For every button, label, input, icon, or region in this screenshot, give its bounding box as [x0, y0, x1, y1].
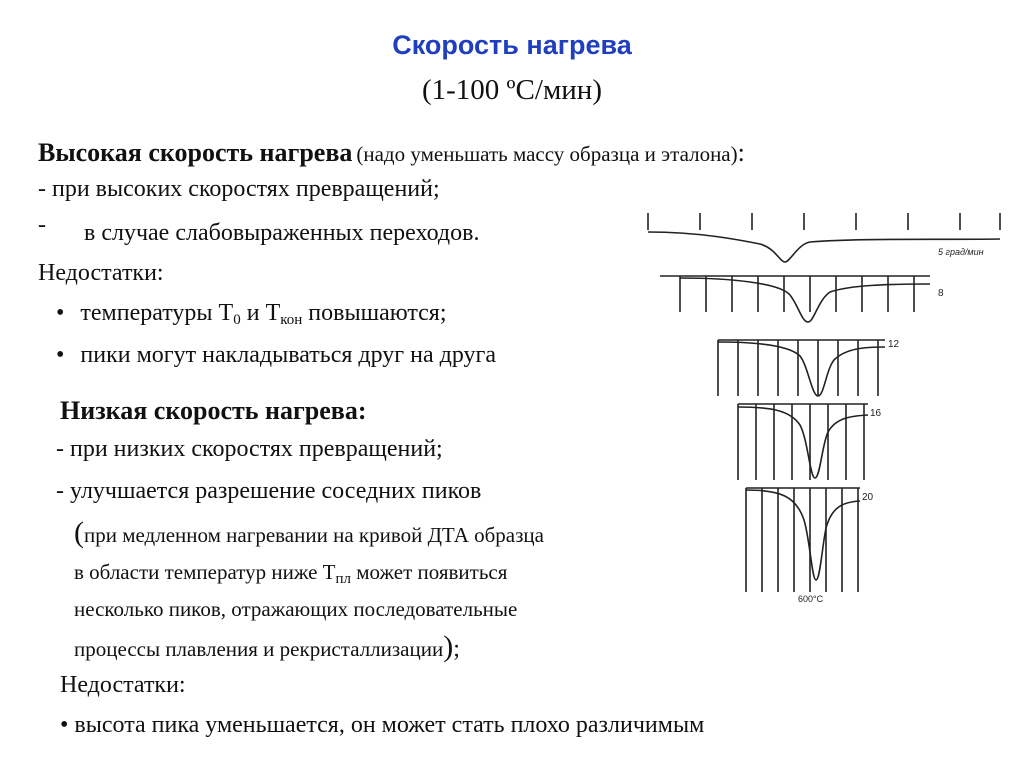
page-subtitle: (1-100 ºС/мин): [421, 74, 602, 106]
high-rate-note: (надо уменьшать массу образца и эталона): [356, 142, 738, 166]
curve-label-8: 8: [938, 288, 944, 299]
paren-open: (: [74, 516, 84, 549]
low-rate-note-2-pre: в области температур ниже Т: [74, 560, 336, 584]
low-rate-heading: Низкая скорость нагрева:: [60, 396, 367, 425]
drawback-overlap-text: пики могут накладываться друг на друга: [80, 342, 497, 368]
dta-curve-8: [660, 276, 930, 322]
dta-curve-20: [746, 488, 860, 592]
temperature-label: 600°С: [798, 594, 824, 604]
page-title: Скорость нагрева: [392, 30, 632, 60]
drawback-temperature-mid: и Т: [240, 300, 281, 326]
high-rate-dash: -: [38, 212, 46, 238]
subscript-zero: 0: [233, 312, 241, 328]
low-rate-item-1: - при низких скоростях превращений;: [56, 436, 443, 462]
low-rate-drawback: • высота пика уменьшается, он может стать плохо различимым: [60, 712, 705, 738]
curve-label-12: 12: [888, 339, 900, 350]
dta-curve-12: [718, 340, 885, 396]
drawback-temperature-post: повышаются;: [302, 300, 447, 326]
bullet: •: [56, 300, 65, 326]
subscript-pl: пл: [335, 571, 352, 587]
drawback-temperature-pre: температуры Т: [80, 300, 234, 326]
semicolon: ;: [453, 636, 460, 662]
low-rate-note-line-3: несколько пиков, отражающих последовательные: [74, 597, 518, 621]
curve-label-16: 16: [870, 408, 882, 419]
low-rate-note-4: процессы плавления и рекристаллизации: [74, 637, 444, 661]
paren-close: ): [443, 630, 454, 663]
high-rate-drawbacks-label: Недостатки:: [38, 260, 164, 286]
high-rate-item-2: в случае слабовыраженных переходов.: [84, 220, 480, 246]
low-rate-drawbacks-label: Недостатки:: [60, 672, 186, 698]
curve-label-5: 5 град/мин: [938, 247, 984, 257]
high-rate-heading: Высокая скорость нагрева: [38, 138, 353, 167]
low-rate-note-2-post: может появиться: [351, 560, 508, 584]
curve-label-20: 20: [862, 492, 874, 503]
colon: :: [737, 138, 745, 167]
low-rate-item-2: - улучшается разрешение соседних пиков: [56, 478, 482, 504]
dta-curve-16: [738, 404, 868, 480]
subscript-kon: кон: [280, 312, 303, 328]
high-rate-item-1: - при высоких скоростях превращений;: [38, 176, 440, 202]
bullet: •: [56, 342, 65, 368]
low-rate-note-1: при медленном нагревании на кривой ДТА образца: [84, 523, 544, 547]
